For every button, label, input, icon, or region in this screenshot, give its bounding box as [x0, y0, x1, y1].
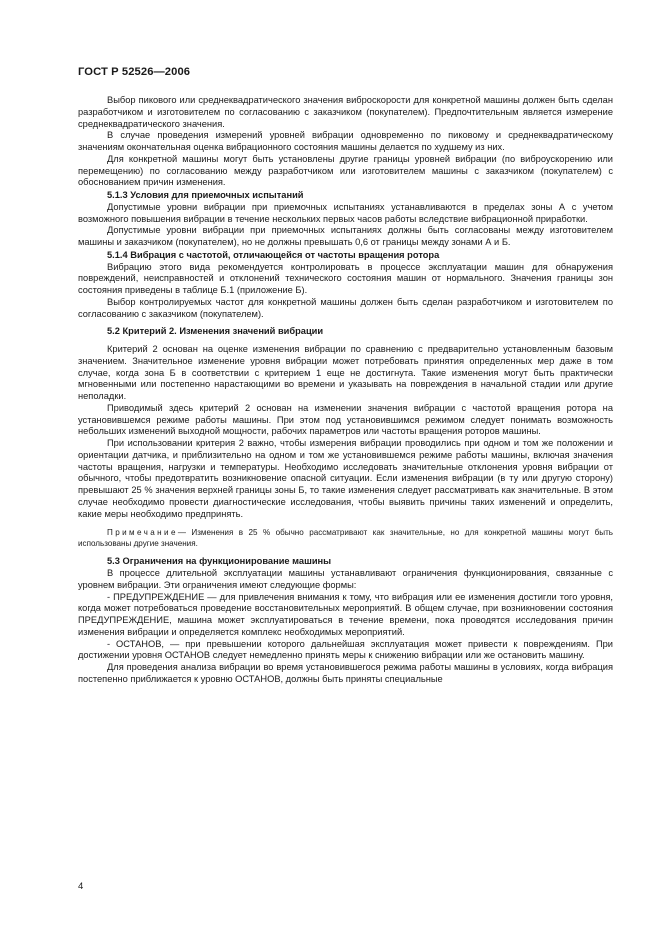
- paragraph: Допустимые уровни вибрации при приемочных испытаниях должны быть согласованы между изготовителем машины и заказчиком (покупателем), но не должны превышать 0,6 от границы между зонами А и Б.: [78, 225, 613, 247]
- list-item-warning: - ПРЕДУПРЕЖДЕНИЕ — для привлечения внимания к тому, что вибрация или ее изменения достигли того уровня, когда может потребоваться проведение восстановительных мероприятий. В общем случае, при возникновении состояния ПРЕДУПРЕЖДЕНИЕ, машина может эксплуатироваться в течение времени, пока проводятся исследования причин изменения вибрации и определяется комплекс необходимых мероприятий.: [78, 591, 613, 637]
- paragraph: В случае проведения измерений уровней вибрации одновременно по пиковому и среднеквадратическому значениям окончательная оценка вибрационного состояния машины делается по худшему из них.: [78, 130, 613, 152]
- document-header: ГОСТ Р 52526—2006: [78, 66, 191, 78]
- paragraph: Для конкретной машины могут быть установлены другие границы уровней вибрации (по виброускорению или перемещению) по согласованию между разработчиком или изготовителем машины с заказчиком (покупателем) с обоснованием причин изменения.: [78, 153, 613, 188]
- paragraph: В процессе длительной эксплуатации машины устанавливают ограничения функционирования, связанные с уровнем вибрации. Эти ограничения имеют следующие формы:: [78, 568, 613, 590]
- document-body: [78, 95, 613, 686]
- paragraph: Выбор контролируемых частот для конкретной машины должен быть сделан разработчиком и изготовителем по согласованию с заказчиком (покупателем).: [78, 296, 613, 319]
- page-number: 4: [78, 881, 84, 892]
- section-heading-5-1-4: 5.1.4 Вибрация с частотой, отличающейся от частоты вращения ротора: [107, 249, 440, 260]
- paragraph: Допустимые уровни вибрации при приемочных испытаниях устанавливаются в пределах зоны А с учетом возможного повышения вибрации в течение нескольких первых часов работы вследствие вибрационной приработки.: [78, 201, 613, 224]
- paragraph: При использовании критерия 2 важно, чтобы измерения вибрации проводились при одном и том же положении и ориентации датчика, и приблизительно на одном и том же установившемся режиме работы машины, включая значения частоты вращения, нагрузки и температуры. Необходимо исследовать значительные отклонения уровня вибрации от обычного, чтобы предотвратить возникновение опасной ситуации. Если изменения вибрации (в ту или другую сторону) превышают 25 % значения верхней границы зоны Б, то такие изменения следует рассматривать как значительные. В этом случае необходимо провести диагностические исследования, чтобы выявить причины таких изменений и определить, какие меры необходимо предпринять.: [78, 438, 613, 519]
- paragraph: Выбор пикового или среднеквадратического значения виброскорости для конкретной машины должен быть сделан разработчиком и изготовителем по согласованию с заказчиком (покупателем). Предпочтительным является измерение среднеквадратического значения.: [78, 95, 613, 129]
- paragraph: Критерий 2 основан на оценке изменения вибрации по сравнению с предварительно установленным базовым значением. Значительное изменение уровня вибрации может потребовать принятия определенных мер даже в том случае, когда зона Б в соответствии с критерием 1 еще не достигнута. Такие изменения могут быть практически мгновенными или постепенно нарастающими во времени и указывать на повреждения в начальной стадии или другие неполадки.: [78, 344, 613, 401]
- list-item-stop: - ОСТАНОВ, — при превышении которого дальнейшая эксплуатация может привести к повреждениям. При достижении уровня ОСТАНОВ следует немедленно принять меры к снижению вибрации или же остановить машину.: [78, 638, 613, 661]
- section-heading-5-2: 5.2 Критерий 2. Изменения значений вибрации: [107, 326, 324, 337]
- note-text: — Изменения в 25 % обычно рассматривают как значительные, но для конкретной машины могут быть использованы другие значения.: [78, 528, 613, 549]
- section-heading-5-1-3: 5.1.3 Условия для приемочных испытаний: [107, 190, 304, 200]
- paragraph: Вибрацию этого вида рекомендуется контролировать в процессе эксплуатации машин для обнаружения повреждений, неисправностей и отклонений технического состояния машин от нормального. Значения границы зон состояния приведены в таблице Б.1 (приложение Б).: [78, 261, 613, 295]
- paragraph: Для проведения анализа вибрации во время установившегося режима работы машины в условиях, когда вибрация постепенно приближается к уровню ОСТАНОВ, должны быть приняты специальные: [78, 662, 613, 684]
- note-paragraph: [78, 527, 613, 549]
- note-label: Примечание: [107, 528, 178, 538]
- paragraph: Приводимый здесь критерий 2 основан на изменении значения вибрации с частотой вращения ротора на установившемся режиме работы машины. При этом под установившимся режимом следует понимать возможность небольших изменений выходной мощности, рабочих параметров или частоты вращения роторов машины.: [78, 402, 613, 437]
- section-heading-5-3: 5.3 Ограничения на функционирование машины: [107, 556, 332, 567]
